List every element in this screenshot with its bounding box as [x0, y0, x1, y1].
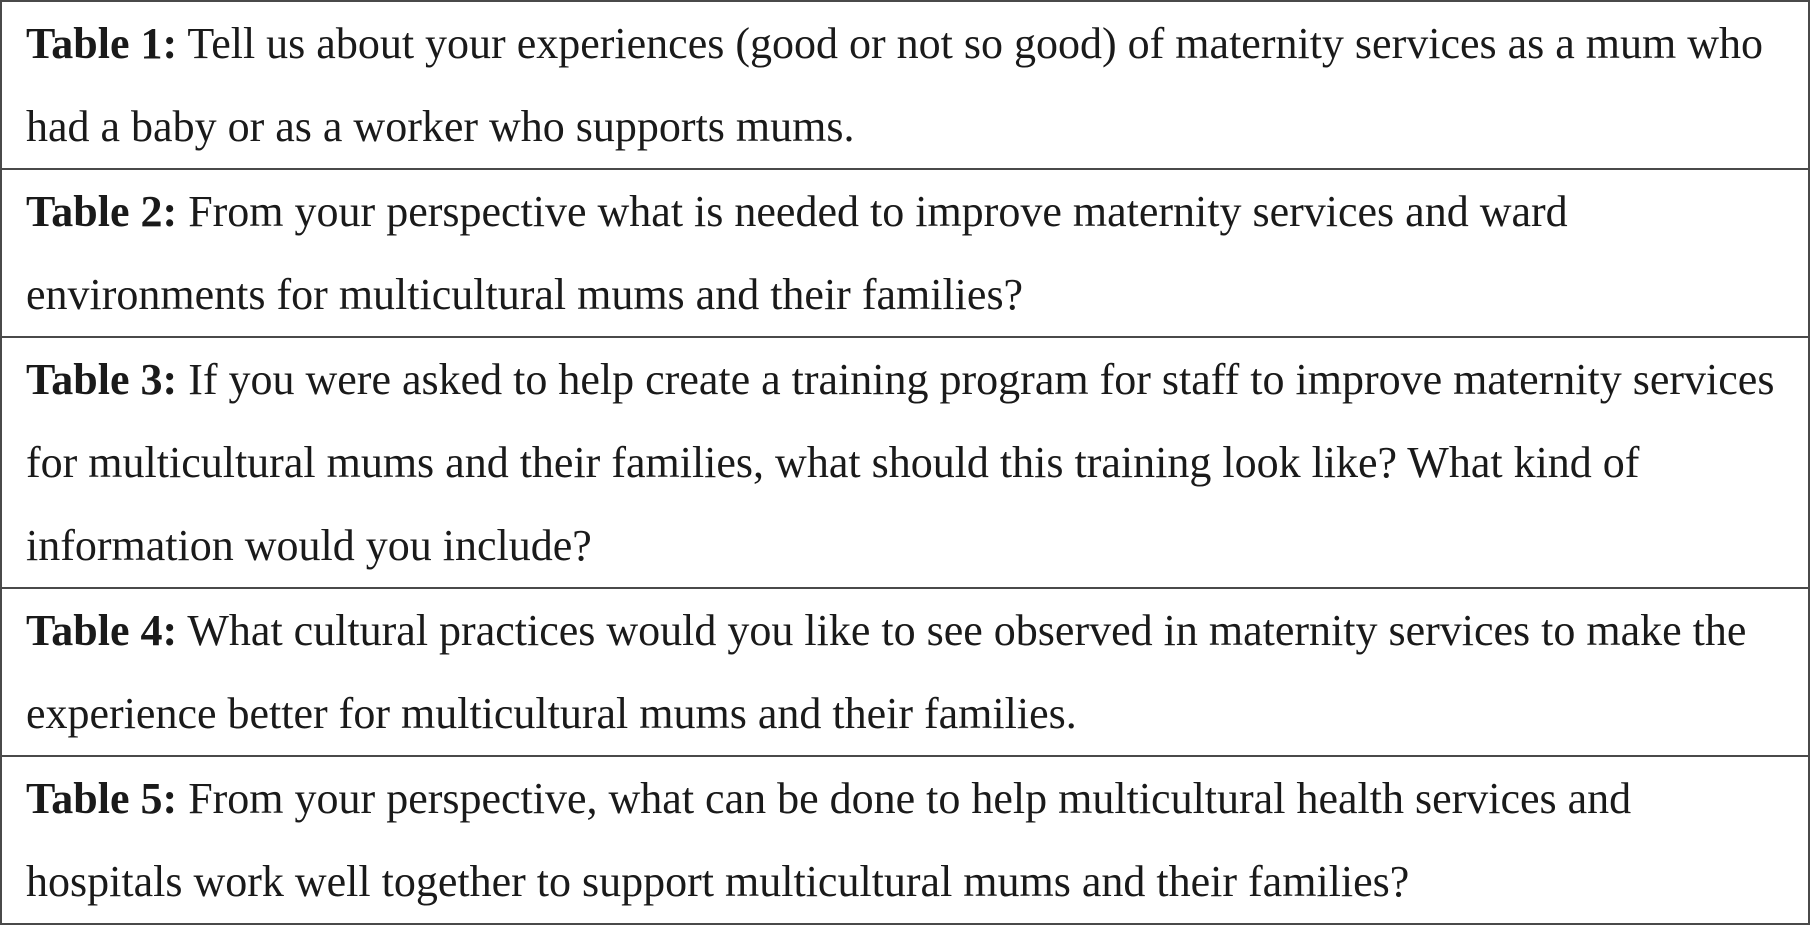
table-row: [1, 756, 1809, 924]
question-text: If you were asked to help create a training program for staff to improve maternity services for multicultural mums and their families, what should this training look like? What kind of information would you include?: [26, 355, 1775, 570]
question-text: From your perspective, what can be done to help multicultural health services and hospitals work well together to support multicultural mums and their families?: [26, 774, 1632, 906]
question-text: What cultural practices would you like to see observed in maternity services to make the experience better for multicultural mums and their families.: [26, 606, 1747, 738]
question-cell: [1, 1, 1809, 169]
question-label: Table 1:: [26, 19, 178, 68]
question-label: Table 5:: [26, 774, 178, 823]
question-cell: [1, 756, 1809, 924]
question-cell: [1, 588, 1809, 756]
question-label: Table 2:: [26, 187, 178, 236]
question-label: Table 4:: [26, 606, 178, 655]
question-text: Tell us about your experiences (good or not so good) of maternity services as a mum who had a baby or as a worker who supports mums.: [26, 19, 1764, 151]
question-text: From your perspective what is needed to improve maternity services and ward environments for multicultural mums and their families?: [26, 187, 1568, 319]
question-cell: [1, 169, 1809, 337]
table-row: [1, 169, 1809, 337]
table-row: [1, 1, 1809, 169]
table-row: [1, 588, 1809, 756]
question-label: Table 3:: [26, 355, 178, 404]
question-cell: [1, 337, 1809, 588]
table-row: [1, 337, 1809, 588]
